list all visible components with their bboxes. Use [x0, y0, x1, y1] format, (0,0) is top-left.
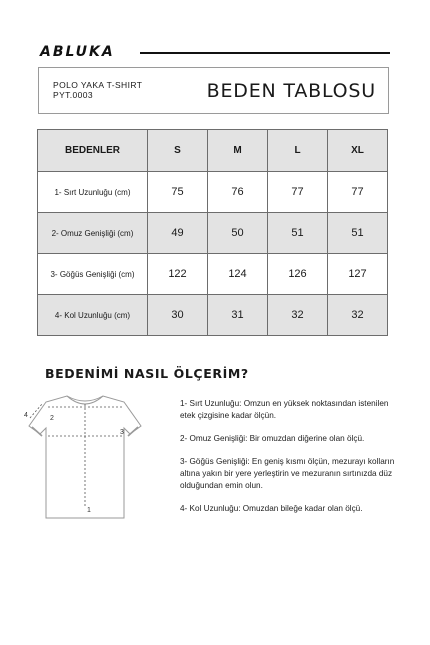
- cell-value: 124: [208, 254, 268, 295]
- cell-value: 77: [328, 172, 388, 213]
- product-header: [38, 67, 389, 114]
- cell-value: 127: [328, 254, 388, 295]
- cell-value: 30: [148, 295, 208, 336]
- how-to-title: BEDENİMİ NASIL ÖLÇERİM?: [45, 366, 249, 381]
- cell-value: 76: [208, 172, 268, 213]
- table-row: [38, 254, 388, 295]
- brand-bar: [40, 44, 390, 60]
- table-row: [38, 295, 388, 336]
- cell-value: 50: [208, 213, 268, 254]
- cell-value: 122: [148, 254, 208, 295]
- brand-logo: ABLUKA: [40, 44, 115, 60]
- cell-value: 51: [268, 213, 328, 254]
- diagram-label-2: 2: [50, 415, 54, 422]
- diagram-label-4: 4: [24, 412, 28, 419]
- row-label: 4- Kol Uzunluğu (cm): [38, 295, 148, 336]
- product-code: PYT.0003: [53, 90, 94, 100]
- cell-value: 49: [148, 213, 208, 254]
- step-chest-width: 3- Göğüs Genişliği: En geniş kısmı ölçün, mezurayı kolların altına yakın bir yere yerleştirin ve mezuranın sırtınızda düz olduğundan emin olun.: [180, 457, 395, 490]
- brand-rule: [140, 52, 390, 54]
- header-size-xl: XL: [328, 130, 388, 172]
- cell-value: 75: [148, 172, 208, 213]
- product-name: POLO YAKA T-SHIRT: [53, 80, 143, 90]
- header-size-l: L: [268, 130, 328, 172]
- cell-value: 32: [268, 295, 328, 336]
- row-label: 2- Omuz Genişliği (cm): [38, 213, 148, 254]
- step-shoulder-width: 2- Omuz Genişliği: Bir omuzdan diğerine olan ölçü.: [180, 434, 365, 443]
- table-row: [38, 172, 388, 213]
- diagram-label-3: 3: [120, 429, 124, 436]
- size-table: [37, 129, 388, 336]
- step-back-length: 1- Sırt Uzunluğu: Omzun en yüksek noktasından istenilen etek çizgisine kadar ölçün.: [180, 399, 389, 420]
- cell-value: 31: [208, 295, 268, 336]
- tshirt-measure-diagram: [20, 390, 150, 525]
- table-row: [38, 213, 388, 254]
- cell-value: 51: [328, 213, 388, 254]
- diagram-label-1: 1: [87, 507, 91, 514]
- step-sleeve-length: 4- Kol Uzunluğu: Omuzdan bileğe kadar olan ölçü.: [180, 504, 363, 513]
- size-table-header: [38, 130, 388, 172]
- cell-value: 77: [268, 172, 328, 213]
- row-label: 3- Göğüs Genişliği (cm): [38, 254, 148, 295]
- header-label: BEDENLER: [38, 130, 148, 172]
- cell-value: 126: [268, 254, 328, 295]
- page-title: BEDEN TABLOSU: [206, 80, 376, 102]
- row-label: 1- Sırt Uzunluğu (cm): [38, 172, 148, 213]
- header-size-m: M: [208, 130, 268, 172]
- cell-value: 32: [328, 295, 388, 336]
- header-size-s: S: [148, 130, 208, 172]
